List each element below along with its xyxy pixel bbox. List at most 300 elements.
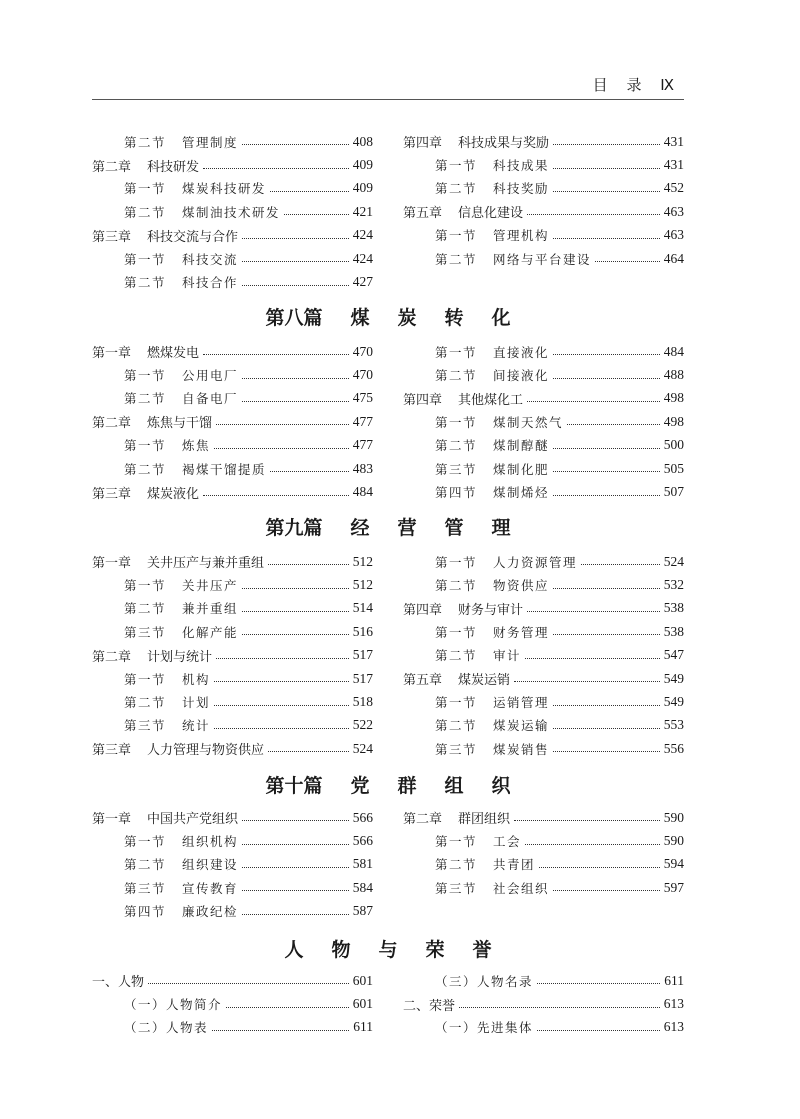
entry-title: （一）先进集体 xyxy=(435,1020,534,1036)
dot-leader xyxy=(527,214,660,215)
toc-section-entry[interactable] xyxy=(92,200,373,223)
dot-leader xyxy=(242,261,349,262)
entry-text xyxy=(124,995,222,1013)
dot-leader xyxy=(242,378,349,379)
dot-leader xyxy=(514,820,660,821)
entry-text xyxy=(92,646,212,665)
entry-title: 工会 xyxy=(493,834,522,850)
toc-chapter-entry[interactable] xyxy=(403,667,684,690)
entry-title: 煤制醇醚 xyxy=(493,438,550,454)
toc-section-entry[interactable] xyxy=(403,550,684,573)
toc-section-entry[interactable] xyxy=(92,130,373,153)
entry-title: 煤炭液化 xyxy=(147,486,200,502)
dot-leader xyxy=(216,424,349,425)
part-title-9 xyxy=(92,513,684,540)
dot-leader xyxy=(242,844,349,845)
title-word: 煤 xyxy=(350,307,370,329)
entry-text xyxy=(435,553,577,571)
entry-text xyxy=(124,179,266,197)
entry-text xyxy=(435,623,549,641)
toc-section-entry[interactable] xyxy=(403,410,684,433)
part-title-people-honors xyxy=(92,935,684,962)
entry-text xyxy=(435,740,549,758)
entry-title: 财务管理 xyxy=(493,624,550,640)
entry-title: 褐煤干馏提质 xyxy=(182,461,267,477)
page-number: 427 xyxy=(352,274,373,290)
page-number: 477 xyxy=(352,413,373,429)
page-number: 484 xyxy=(352,484,373,500)
entry-title: 人力管理与物资供应 xyxy=(147,743,265,759)
dot-leader xyxy=(242,611,349,612)
toc-chapter-entry[interactable] xyxy=(92,480,373,503)
toc-chapter-entry[interactable] xyxy=(403,387,684,410)
page-number: 424 xyxy=(352,227,373,243)
entry-text xyxy=(92,226,238,245)
entry-title: 关井压产 xyxy=(182,578,239,594)
page-number: 594 xyxy=(663,856,684,872)
entry-title: 科技交流 xyxy=(182,251,239,267)
page-number: 549 xyxy=(663,670,684,686)
toc-section-entry[interactable] xyxy=(403,714,684,737)
toc-section-entry[interactable] xyxy=(403,177,684,200)
page-number: 584 xyxy=(352,879,373,895)
page-number: 431 xyxy=(663,133,684,149)
toc-section-entry[interactable] xyxy=(403,224,684,247)
entry-title: 直接液化 xyxy=(493,344,550,360)
entry-label: 第四节 xyxy=(124,904,167,920)
entry-text xyxy=(435,226,549,244)
dot-leader xyxy=(527,611,660,612)
entry-text xyxy=(435,366,549,384)
entry-title: 煤炭运销 xyxy=(458,673,511,689)
toc-section-entry[interactable] xyxy=(403,457,684,480)
entry-label: 第二节 xyxy=(124,204,167,220)
toc-section-entry[interactable] xyxy=(403,1016,684,1039)
entry-text xyxy=(435,156,549,174)
entry-title: 机构 xyxy=(182,671,211,687)
entry-title: 宣传教育 xyxy=(182,880,239,896)
left-column xyxy=(92,806,373,923)
entry-label: 第二节 xyxy=(435,181,478,197)
entry-text xyxy=(435,179,549,197)
entry-title: 科技成果与奖励 xyxy=(458,136,550,152)
page-number: 483 xyxy=(352,460,373,476)
toc-section-entry[interactable] xyxy=(92,247,373,270)
title-word: 第十篇 xyxy=(265,775,323,797)
entry-label: 第一节 xyxy=(124,438,167,454)
entry-label: 第三章 xyxy=(92,486,132,502)
entry-label: 第五章 xyxy=(403,206,443,222)
entry-label: 第三节 xyxy=(124,718,167,734)
entry-text xyxy=(435,460,549,478)
title-word: 经 xyxy=(350,517,370,539)
entry-label: 第三节 xyxy=(435,880,478,896)
page-number: 532 xyxy=(663,577,684,593)
toc-section-entry[interactable] xyxy=(403,690,684,713)
dot-leader xyxy=(226,1007,349,1008)
toc-chapter-entry[interactable] xyxy=(92,550,373,573)
entry-text xyxy=(92,412,212,431)
page-number: 566 xyxy=(352,809,373,825)
entry-title: 组织建设 xyxy=(182,857,239,873)
page-number: 538 xyxy=(663,623,684,639)
dot-leader xyxy=(527,401,660,402)
header-page-roman: Ⅸ xyxy=(660,76,676,94)
dot-leader xyxy=(212,1030,349,1031)
toc-section-entry[interactable] xyxy=(92,714,373,737)
dot-leader xyxy=(581,564,660,565)
page-number: 507 xyxy=(663,484,684,500)
entry-label: 第一章 xyxy=(92,556,132,572)
entry-text xyxy=(92,483,199,502)
entry-label: 第二节 xyxy=(435,648,478,664)
title-word: 化 xyxy=(491,307,511,329)
page-number: 475 xyxy=(352,390,373,406)
toc-section-entry[interactable] xyxy=(403,434,684,457)
entry-label: 第二节 xyxy=(124,391,167,407)
dot-leader xyxy=(553,705,660,706)
entry-title: 群团组织 xyxy=(458,812,511,828)
entry-label: 第四章 xyxy=(403,136,443,152)
toc-chapter-entry[interactable] xyxy=(92,644,373,667)
entry-label: 第一章 xyxy=(92,346,132,362)
dot-leader xyxy=(242,401,349,402)
entry-label: 第三章 xyxy=(92,743,132,759)
entry-label: 第四章 xyxy=(403,602,443,618)
title-word: 第八篇 xyxy=(265,307,323,329)
toc-section-entry[interactable] xyxy=(403,644,684,667)
entry-text xyxy=(403,669,510,688)
toc-section-entry[interactable] xyxy=(403,480,684,503)
entry-label: 第一节 xyxy=(435,228,478,244)
entry-text xyxy=(124,599,238,617)
title-word: 党 xyxy=(350,775,370,797)
dot-leader xyxy=(459,1007,660,1008)
entry-title: 煤炭科技研发 xyxy=(182,181,267,197)
dot-leader xyxy=(242,634,349,635)
entry-text xyxy=(124,693,210,711)
page-number: 538 xyxy=(663,600,684,616)
page-number: 452 xyxy=(663,180,684,196)
page-number: 470 xyxy=(352,367,373,383)
page-number: 549 xyxy=(663,694,684,710)
toc-chapter-entry[interactable] xyxy=(92,340,373,363)
entry-text xyxy=(124,716,210,734)
entry-title: 煤制天然气 xyxy=(493,414,564,430)
toc-chapter-entry[interactable] xyxy=(92,737,373,760)
page-number: 477 xyxy=(352,437,373,453)
entry-label: 第二节 xyxy=(124,857,167,873)
entry-text xyxy=(124,855,238,873)
title-word: 营 xyxy=(397,517,417,539)
dot-leader xyxy=(539,867,660,868)
toc-section-entry[interactable] xyxy=(92,387,373,410)
title-word: 荣 xyxy=(425,939,445,961)
entry-title: 管理机构 xyxy=(493,228,550,244)
dot-leader xyxy=(553,238,660,239)
dot-leader xyxy=(270,471,349,472)
page-number: 524 xyxy=(663,553,684,569)
entry-text xyxy=(435,1018,533,1036)
entry-text xyxy=(435,855,535,873)
page-number: 512 xyxy=(352,577,373,593)
right-column xyxy=(403,806,684,900)
page-number: 590 xyxy=(663,833,684,849)
toc-chapter-entry[interactable] xyxy=(92,153,373,176)
page-number: 424 xyxy=(352,250,373,266)
title-word: 人 xyxy=(284,939,304,961)
dot-leader xyxy=(553,471,660,472)
toc-section-entry[interactable] xyxy=(403,876,684,899)
toc-section-entry[interactable] xyxy=(92,829,373,852)
dot-leader xyxy=(203,354,349,355)
entry-text xyxy=(124,389,238,407)
dot-leader xyxy=(216,658,349,659)
dot-leader xyxy=(214,705,349,706)
entry-title: 组织机构 xyxy=(182,834,239,850)
dot-leader xyxy=(553,378,660,379)
dot-leader xyxy=(242,914,349,915)
toc-section-entry[interactable] xyxy=(403,340,684,363)
toc-section-entry[interactable] xyxy=(92,876,373,899)
toc-section-entry[interactable] xyxy=(92,177,373,200)
entry-title: 人力资源管理 xyxy=(493,554,578,570)
page-number: 505 xyxy=(663,460,684,476)
entry-title: 关井压产与兼并重组 xyxy=(147,556,265,572)
entry-title: 煤制油技术研发 xyxy=(182,204,281,220)
toc-chapter-entry[interactable] xyxy=(92,969,373,992)
entry-text xyxy=(435,972,533,990)
dot-leader xyxy=(214,448,349,449)
toc-section-entry[interactable] xyxy=(92,270,373,293)
title-word: 理 xyxy=(491,517,511,539)
page-number: 512 xyxy=(352,553,373,569)
entry-text xyxy=(435,436,549,454)
toc-section-entry[interactable] xyxy=(403,573,684,596)
header-word-1: 目 xyxy=(592,76,610,94)
page-number: 613 xyxy=(663,996,684,1012)
dot-leader xyxy=(242,820,349,821)
toc-chapter-entry[interactable] xyxy=(403,992,684,1015)
entry-text xyxy=(92,552,264,571)
dot-leader xyxy=(242,285,349,286)
entry-title: 煤炭运输 xyxy=(493,718,550,734)
page-number: 517 xyxy=(352,647,373,663)
entry-label: 第三节 xyxy=(124,624,167,640)
page-number: 514 xyxy=(352,600,373,616)
entry-label: 第三节 xyxy=(435,461,478,477)
dot-leader xyxy=(214,681,349,682)
part-title-10 xyxy=(92,771,684,798)
dot-leader xyxy=(553,448,660,449)
page-number: 498 xyxy=(663,390,684,406)
toc-section-entry[interactable] xyxy=(92,573,373,596)
entry-text xyxy=(403,389,523,408)
entry-title: 社会组织 xyxy=(493,880,550,896)
entry-label: 第二章 xyxy=(403,812,443,828)
entry-text xyxy=(435,716,549,734)
dot-leader xyxy=(553,890,660,891)
page-number: 463 xyxy=(663,203,684,219)
left-column xyxy=(92,130,373,294)
toc-section-entry[interactable] xyxy=(403,737,684,760)
entry-label: 第二章 xyxy=(92,416,132,432)
toc-section-entry[interactable] xyxy=(92,597,373,620)
page-number: 587 xyxy=(352,903,373,919)
toc-chapter-entry[interactable] xyxy=(92,224,373,247)
toc-section-entry[interactable] xyxy=(403,363,684,386)
entry-text xyxy=(403,808,510,827)
toc-section-entry[interactable] xyxy=(92,1016,373,1039)
dot-leader xyxy=(203,168,349,169)
toc-chapter-entry[interactable] xyxy=(92,410,373,433)
entry-text xyxy=(92,739,264,758)
right-column xyxy=(403,550,684,761)
entry-text xyxy=(124,203,280,221)
entry-title: 科技成果 xyxy=(493,158,550,174)
dot-leader xyxy=(242,867,349,868)
page-number: 556 xyxy=(663,740,684,756)
dot-leader xyxy=(595,261,660,262)
entry-label: 第一节 xyxy=(435,695,478,711)
title-word: 转 xyxy=(444,307,464,329)
right-column xyxy=(403,969,684,1039)
entry-title: 自备电厂 xyxy=(182,391,239,407)
title-word: 管 xyxy=(444,517,464,539)
toc-section-entry[interactable] xyxy=(92,363,373,386)
entry-text xyxy=(92,156,199,175)
toc-section-entry[interactable] xyxy=(403,153,684,176)
dot-leader xyxy=(242,588,349,589)
page-number: 611 xyxy=(664,972,684,988)
title-word: 群 xyxy=(397,775,417,797)
page-number: 611 xyxy=(353,1019,373,1035)
page-number: 613 xyxy=(663,1019,684,1035)
dot-leader xyxy=(268,751,349,752)
left-column xyxy=(92,969,373,1039)
entry-label: 第二节 xyxy=(124,275,167,291)
dot-leader xyxy=(514,681,660,682)
entry-label: 第一节 xyxy=(435,554,478,570)
toc-chapter-entry[interactable] xyxy=(403,597,684,620)
header-title xyxy=(593,74,676,95)
dot-leader xyxy=(537,1030,660,1031)
entry-text xyxy=(403,202,523,221)
entry-title: 统计 xyxy=(182,718,211,734)
toc-chapter-entry[interactable] xyxy=(403,130,684,153)
title-word: 炭 xyxy=(397,307,417,329)
toc-section-entry[interactable] xyxy=(92,900,373,923)
toc-section-entry[interactable] xyxy=(403,247,684,270)
entry-label: 第二节 xyxy=(435,368,478,384)
toc-section-entry[interactable] xyxy=(403,620,684,643)
entry-text xyxy=(92,342,199,361)
toc-chapter-entry[interactable] xyxy=(403,200,684,223)
entry-title: 科技交流与合作 xyxy=(147,229,239,245)
dot-leader xyxy=(553,588,660,589)
entry-text xyxy=(124,133,238,151)
page-number: 470 xyxy=(352,343,373,359)
toc-section-entry[interactable] xyxy=(92,667,373,690)
entry-title: 共青团 xyxy=(493,857,536,873)
page-header xyxy=(92,72,684,100)
entry-title: 化解产能 xyxy=(182,624,239,640)
entry-title: 炼焦 xyxy=(182,438,211,454)
toc-section-entry[interactable] xyxy=(92,434,373,457)
entry-title: 兼并重组 xyxy=(182,601,239,617)
dot-leader xyxy=(553,191,660,192)
entry-text xyxy=(124,879,238,897)
toc-section-entry[interactable] xyxy=(403,853,684,876)
page-number: 522 xyxy=(352,717,373,733)
dot-leader xyxy=(148,983,349,984)
page-number: 409 xyxy=(352,157,373,173)
entry-label: 第一节 xyxy=(124,251,167,267)
entry-title: 计划 xyxy=(182,695,211,711)
entry-label: 第二节 xyxy=(124,461,167,477)
entry-label: 第二节 xyxy=(124,601,167,617)
page-number: 500 xyxy=(663,437,684,453)
entry-label: 第二章 xyxy=(92,649,132,665)
entry-label: 第二节 xyxy=(435,578,478,594)
entry-title: 物资供应 xyxy=(493,578,550,594)
entry-text xyxy=(435,250,591,268)
toc-chapter-entry[interactable] xyxy=(403,806,684,829)
page-number: 431 xyxy=(663,157,684,173)
entry-title: 科技奖励 xyxy=(493,181,550,197)
page-number: 601 xyxy=(352,996,373,1012)
entry-label: 第一节 xyxy=(124,368,167,384)
toc-section-entry[interactable] xyxy=(92,457,373,480)
entry-title: 计划与统计 xyxy=(147,649,213,665)
entry-label: 第四节 xyxy=(435,485,478,501)
entry-title: 财务与审计 xyxy=(458,602,524,618)
page-number: 581 xyxy=(352,856,373,872)
entry-label: 第一章 xyxy=(92,812,132,828)
page-number: 524 xyxy=(352,740,373,756)
dot-leader xyxy=(284,214,349,215)
entry-title: 公用电厂 xyxy=(182,368,239,384)
toc-chapter-entry[interactable] xyxy=(92,806,373,829)
entry-text xyxy=(124,832,238,850)
page-number: 464 xyxy=(663,250,684,266)
entry-label: 第一节 xyxy=(124,671,167,687)
toc-section-entry[interactable] xyxy=(92,690,373,713)
title-word: 织 xyxy=(491,775,511,797)
entry-text xyxy=(124,1018,208,1036)
entry-title: 炼焦与干馏 xyxy=(147,416,213,432)
toc-section-entry[interactable] xyxy=(92,992,373,1015)
toc-section-entry[interactable] xyxy=(403,829,684,852)
dot-leader xyxy=(553,354,660,355)
title-word: 物 xyxy=(331,939,351,961)
title-word: 誉 xyxy=(472,939,492,961)
toc-section-entry[interactable] xyxy=(403,969,684,992)
dot-leader xyxy=(553,634,660,635)
header-rule xyxy=(92,99,684,100)
entry-title: （二）人物表 xyxy=(124,1020,209,1036)
entry-text xyxy=(124,460,266,478)
entry-title: 煤炭销售 xyxy=(493,741,550,757)
entry-label: 第一节 xyxy=(124,181,167,197)
entry-title: 管理制度 xyxy=(182,134,239,150)
entry-label: 第二节 xyxy=(435,718,478,734)
page-number: 566 xyxy=(352,833,373,849)
toc-section-entry[interactable] xyxy=(92,853,373,876)
toc-section-entry[interactable] xyxy=(92,620,373,643)
entry-title: 一、人物 xyxy=(92,975,145,991)
entry-title: 中国共产党组织 xyxy=(147,812,239,828)
